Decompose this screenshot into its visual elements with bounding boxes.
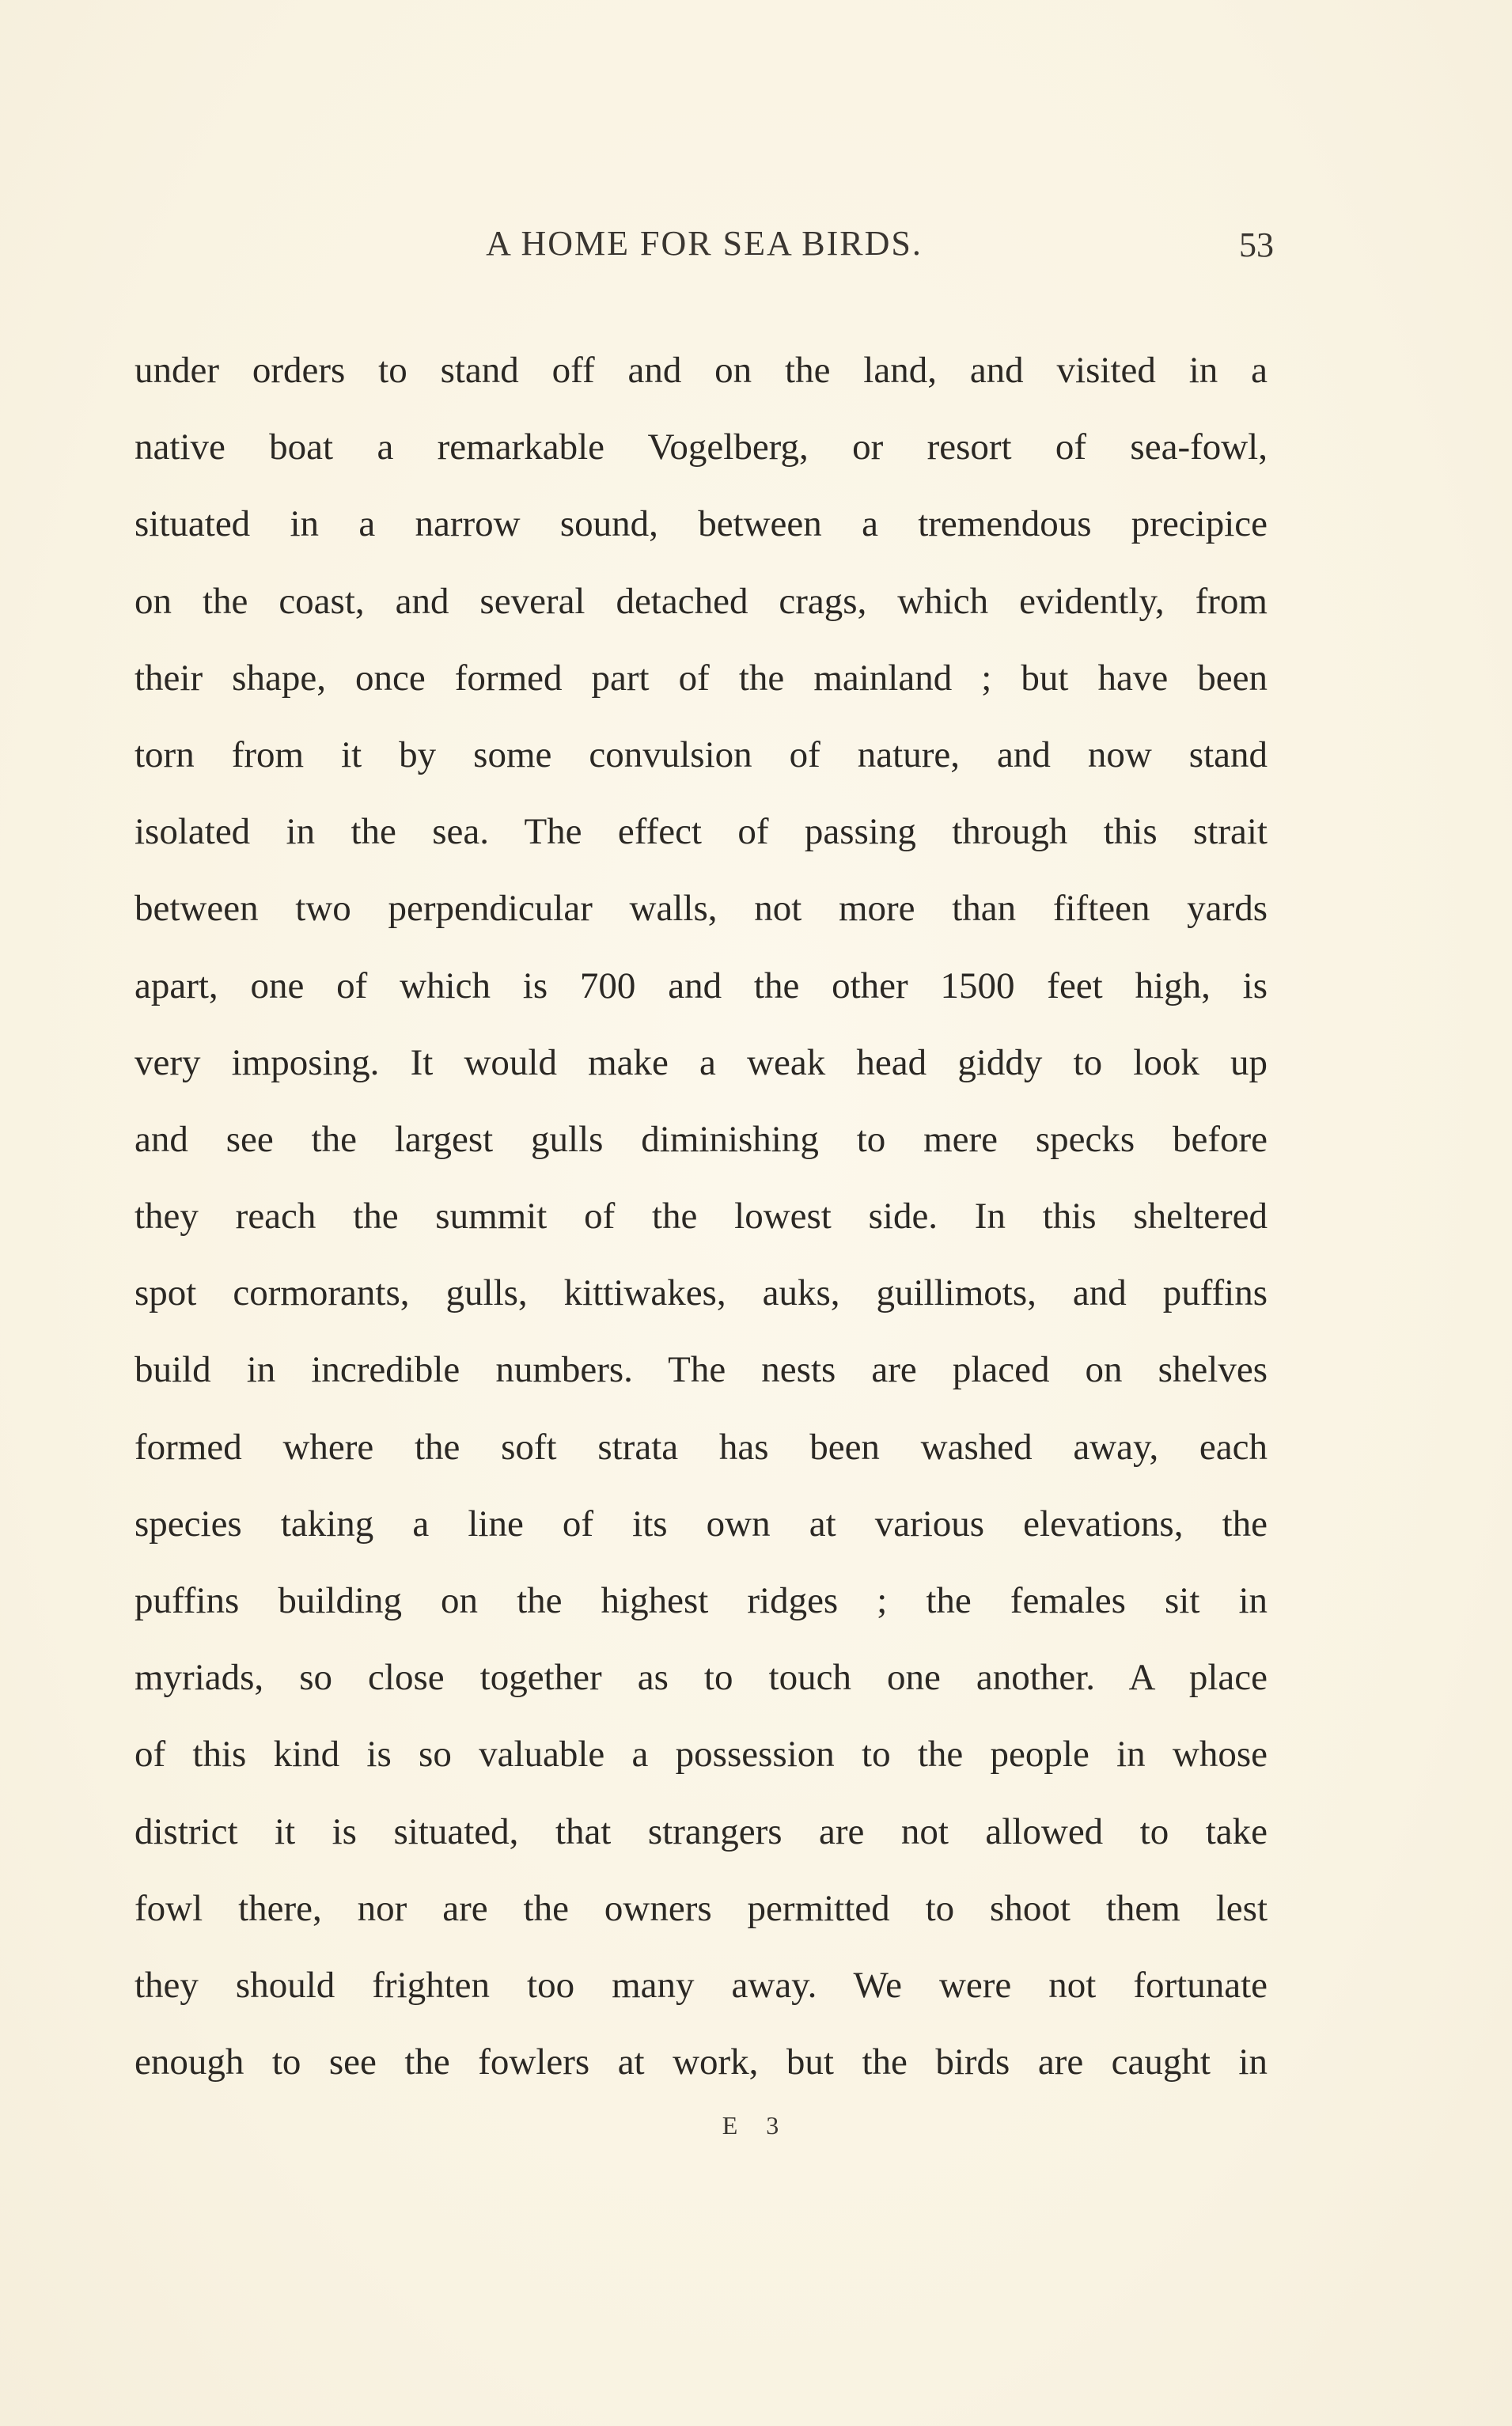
text-line-8: between two perpendicular walls, not more than fifteen yards — [135, 888, 1268, 930]
text-line-9: apart, one of which is 700 and the other 1500 feet high, is — [135, 965, 1268, 1006]
text-line-20: district it is situated, that strangers are not allowed to take — [135, 1810, 1268, 1852]
running-head — [135, 223, 1274, 271]
text-line-23: enough to see the fowlers at work, but the birds are caught in — [135, 2041, 1268, 2083]
text-line-10: very imposing. It would make a weak head giddy to look up — [135, 1041, 1268, 1083]
text-line-4: on the coast, and several detached crags, which evidently, from — [135, 580, 1268, 622]
text-line-11: and see the largest gulls diminishing to mere specks before — [135, 1118, 1268, 1160]
text-line-6: torn from it by some convulsion of nature, and now stand — [135, 733, 1268, 775]
text-line-2: native boat a remarkable Vogelberg, or resort of sea-fowl, — [135, 426, 1268, 468]
running-title: A HOME FOR SEA BIRDS. — [486, 224, 923, 263]
text-line-13: spot cormorants, gulls, kittiwakes, auks, guillimots, and puffins — [135, 1272, 1268, 1314]
text-line-7: isolated in the sea. The effect of passing through this strait — [135, 811, 1268, 853]
body-text — [135, 332, 1268, 2101]
text-line-5: their shape, once formed part of the mainland ; but have been — [135, 657, 1268, 699]
text-line-14: build in incredible numbers. The nests are placed on shelves — [135, 1349, 1268, 1391]
text-line-21: fowl there, nor are the owners permitted to shoot them lest — [135, 1887, 1268, 1929]
text-line-15: formed where the soft strata has been washed away, each — [135, 1426, 1268, 1468]
signature-mark: E 3 — [722, 2111, 790, 2140]
text-line-18: myriads, so close together as to touch one another. A place — [135, 1657, 1268, 1699]
text-line-16: species taking a line of its own at various elevations, the — [135, 1503, 1268, 1545]
text-line-19: of this kind is so valuable a possession to the people in whose — [135, 1734, 1268, 1776]
text-line-12: they reach the summit of the lowest side. In this sheltered — [135, 1196, 1268, 1238]
page-number: 53 — [1239, 226, 1274, 264]
text-line-22: they should frighten too many away. We were not fortunate — [135, 1964, 1268, 2006]
text-line-17: puffins building on the highest ridges ; the females sit in — [135, 1580, 1268, 1621]
text-line-3: situated in a narrow sound, between a tremendous precipice — [135, 503, 1268, 545]
text-line-1: under orders to stand off and on the land, and visited in a — [135, 350, 1268, 391]
